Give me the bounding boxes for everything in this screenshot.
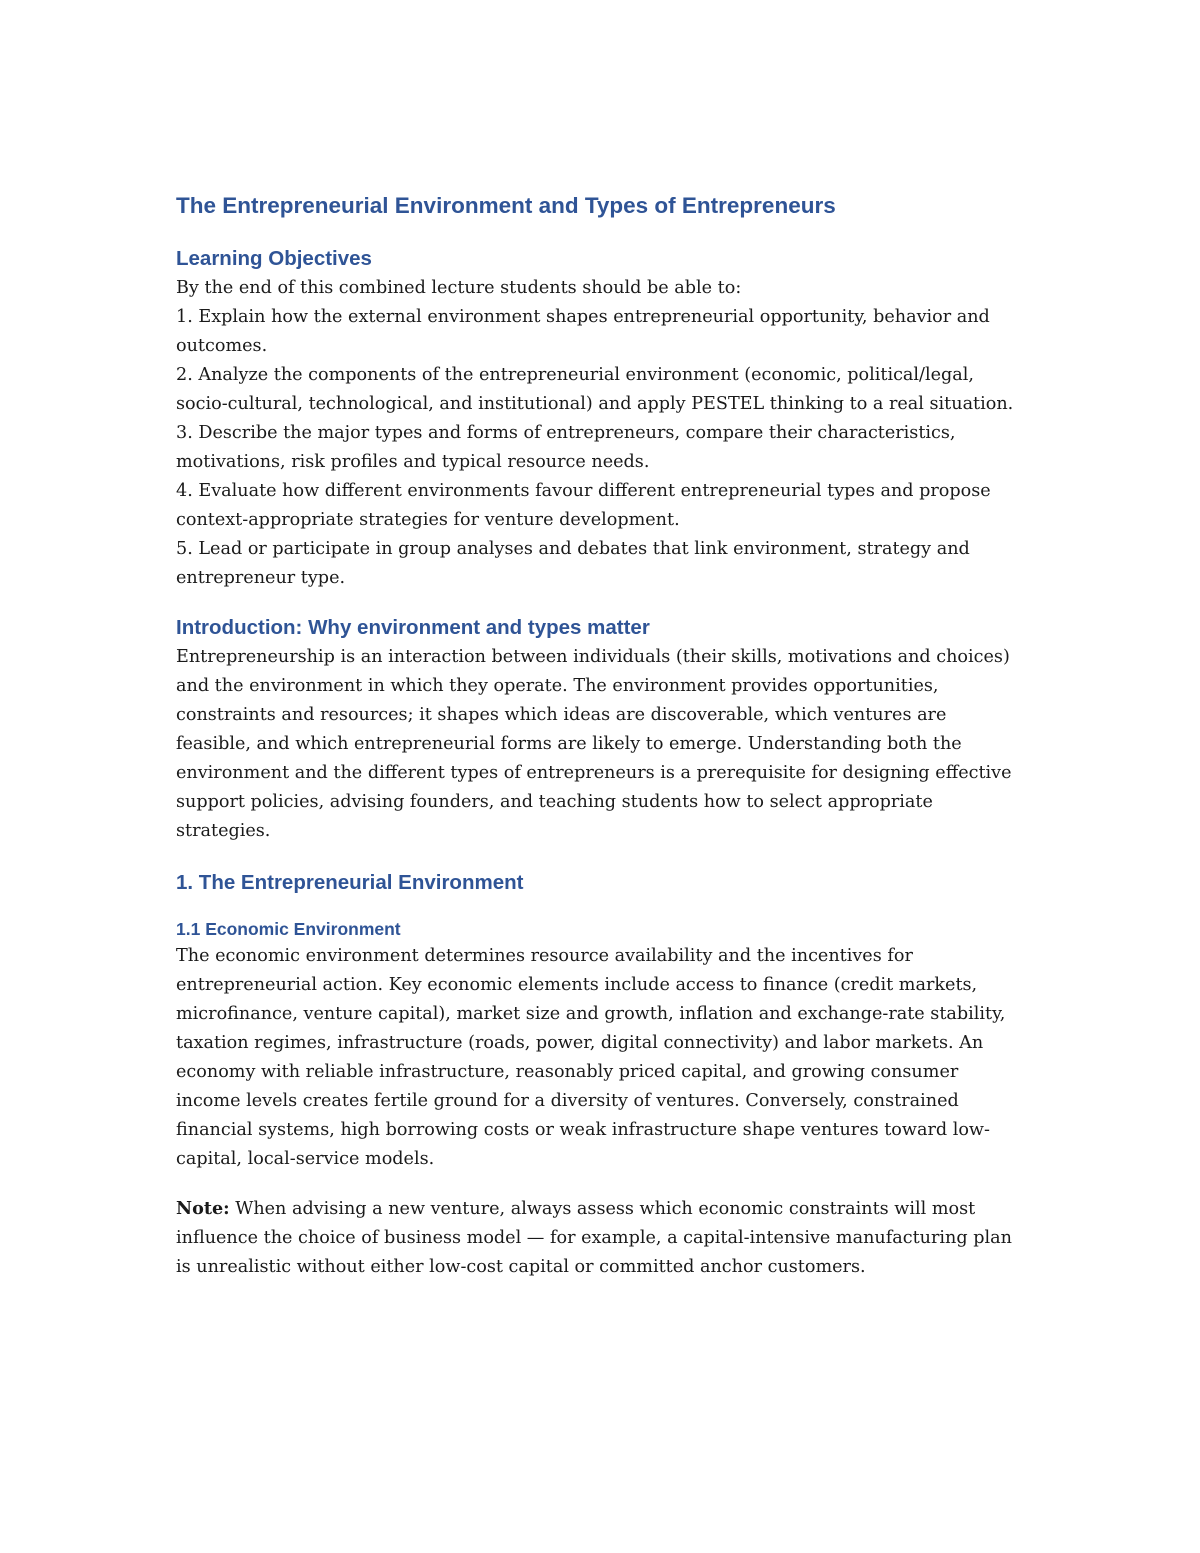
objective-item: 4. Evaluate how different environments favour different entrepreneurial types and propose context-appropriate strategies for venture development. (176, 481, 991, 530)
document-title: The Entrepreneurial Environment and Types of Entrepreneurs (176, 193, 836, 218)
note-label: Note: (176, 1198, 230, 1219)
objective-item: 1. Explain how the external environment shapes entrepreneurial opportunity, behavior and outcomes. (176, 307, 990, 356)
objective-item: 5. Lead or participate in group analyses and debates that link environment, strategy and entrepreneur type. (176, 539, 970, 588)
introduction-paragraph: Entrepreneurship is an interaction between individuals (their skills, motivations and choices) and the environment in which they operate. The environment provides opportunities, constraints and resources; it shapes which ideas are discoverable, which ventures are feasible, and which entrepreneurial forms are likely to emerge. Understanding both the environment and the different types of entrepreneurs is a prerequisite for designing effective support policies, advising founders, and teaching students how to select appropriate strategies. (176, 647, 1012, 841)
subsection-1-1-heading: 1.1 Economic Environment (176, 919, 401, 939)
introduction-heading: Introduction: Why environment and types matter (176, 616, 650, 639)
economic-environment-paragraph: The economic environment determines resource availability and the incentives for entrepreneurial action. Key economic elements include access to finance (credit markets, microfinance, venture capital), market size and growth, inflation and exchange-rate stability, taxation regimes, infrastructure (roads, power, digital connectivity) and labor markets. An economy with reliable infrastructure, reasonably priced capital, and growing consumer income levels creates fertile ground for a diversity of ventures. Conversely, constrained financial systems, high borrowing costs or weak infrastructure shape ventures toward low-capital, local-service models. (176, 946, 1006, 1169)
note-paragraph (176, 1194, 1026, 1282)
section-1-heading: 1. The Entrepreneurial Environment (176, 871, 524, 894)
objective-item: 3. Describe the major types and forms of entrepreneurs, compare their characteristics, motivations, risk profiles and typical resource needs. (176, 423, 956, 472)
objective-item: 2. Analyze the components of the entrepreneurial environment (economic, political/legal, socio-cultural, technological, and institutional) and apply PESTEL thinking to a real situation. (176, 365, 1014, 414)
document-body (176, 190, 1026, 1282)
note-body: When advising a new venture, always assess which economic constraints will most influence the choice of business model — for example, a capital-intensive manufacturing plan is unrealistic without either low-cost capital or committed anchor customers. (176, 1199, 1012, 1277)
learning-objectives-intro: By the end of this combined lecture students should be able to: (176, 278, 742, 298)
learning-objectives-heading: Learning Objectives (176, 247, 372, 270)
